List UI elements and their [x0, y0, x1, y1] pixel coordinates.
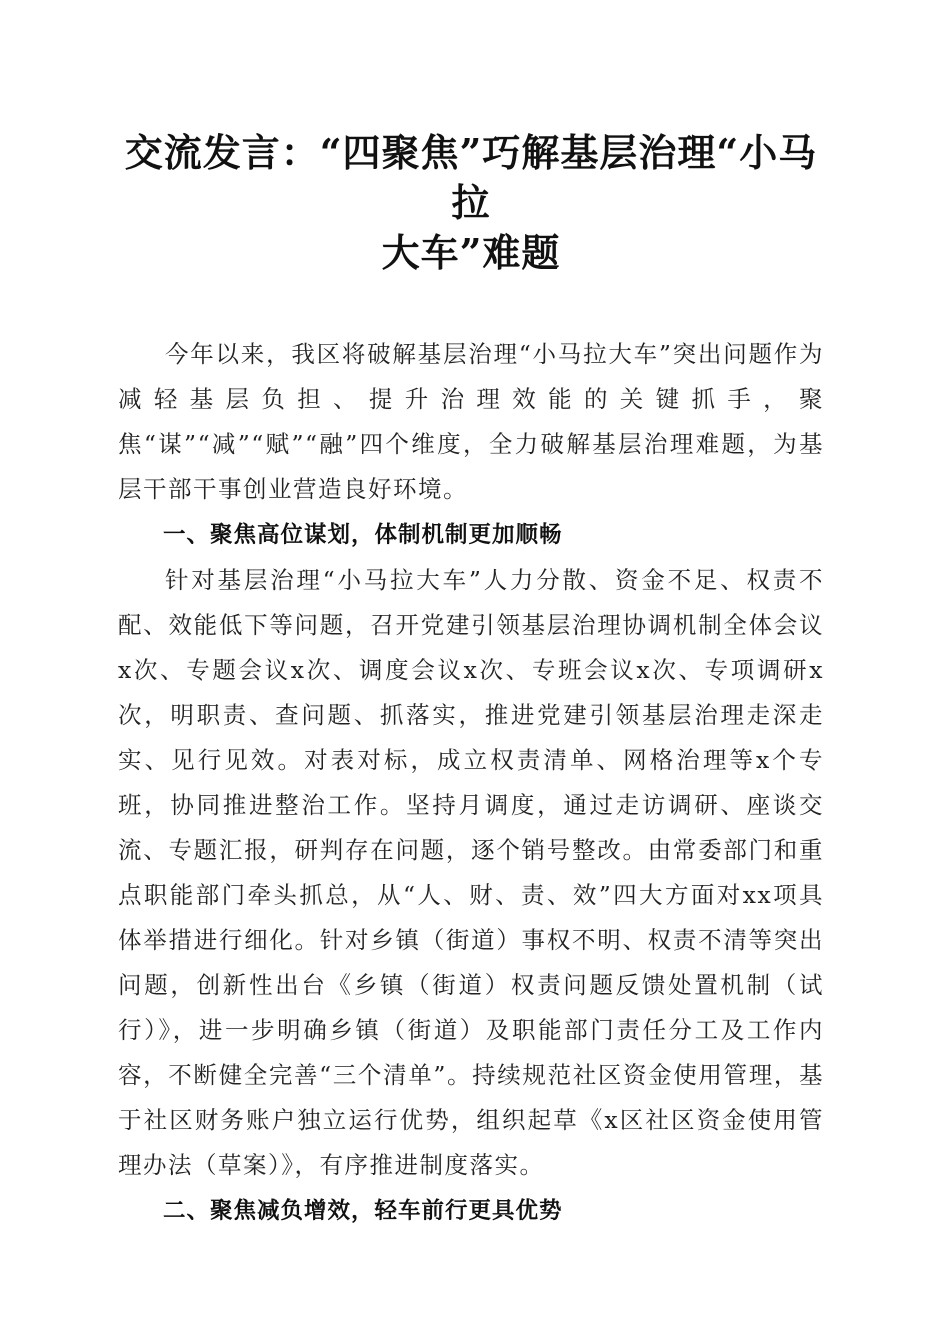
intro-paragraph: 今年以来，我区将破解基层治理“小马拉大车”突出问题作为减轻基层负担、提升治理效能的关键抓手，聚焦“谋”“减”“赋”“融”四个维度，全力破解基层治理难题，为基层干部干事创业营造良好环境。	[118, 340, 824, 503]
section-2-heading: 二、聚焦减负增效，轻车前行更具优势	[163, 1198, 563, 1224]
section-1-heading: 一、聚焦高位谋划，体制机制更加顺畅	[163, 522, 563, 548]
document-body	[118, 332, 824, 1234]
document-title-line-1: 交流发言：“四聚焦”巧解基层治理“小马拉	[124, 130, 818, 225]
section-1-paragraph: 针对基层治理“小马拉大车”人力分散、资金不足、权责不配、效能低下等问题，召开党建引领基层治理协调机制全体会议x次、专题会议x次、调度会议x次、专班会议x次、专项调研x次，明职责、查问题、抓落实，推进党建引领基层治理走深走实、见行见效。对表对标，成立权责清单、网格治理等x个专班，协同推进整治工作。坚持月调度，通过走访调研、座谈交流、专题汇报，研判存在问题，逐个销号整改。由常委部门和重点职能部门牵头抓总，从“人、财、责、效”四大方面对xx项具体举措进行细化。针对乡镇（街道）事权不明、权责不清等突出问题，创新性出台《乡镇（街道）权责问题反馈处置机制（试行）》，进一步明确乡镇（街道）及职能部门责任分工及工作内容，不断健全完善“三个清单”。持续规范社区资金使用管理，基于社区财务账户独立运行优势，组织起草《x区社区资金使用管理办法（草案）》，有序推进制度落实。	[118, 566, 824, 1179]
document-title	[118, 128, 824, 278]
document-title-line-2: 大车”难题	[381, 230, 561, 275]
